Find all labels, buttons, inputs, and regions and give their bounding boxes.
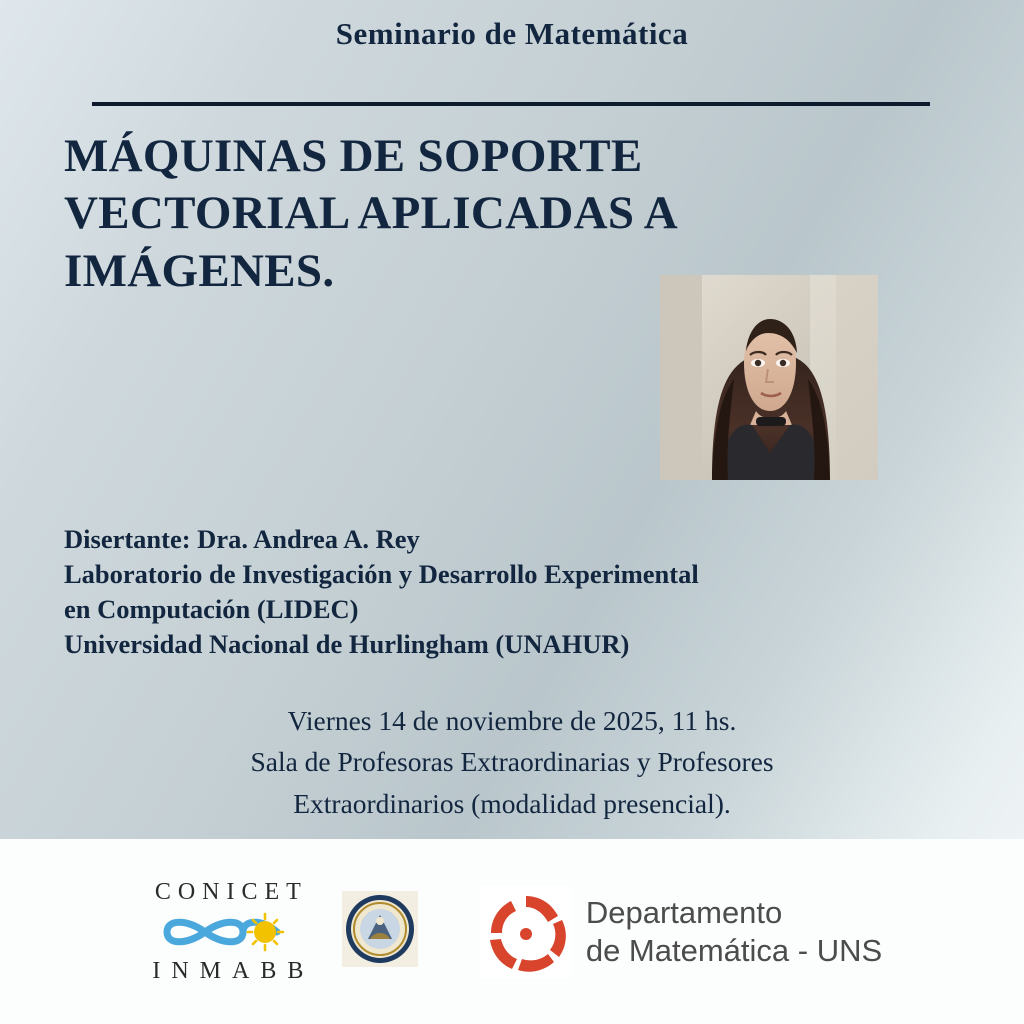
speaker-university: Universidad Nacional de Hurlingham (UNAHUR) — [64, 628, 630, 659]
seminar-header-title: Seminario de Matemática — [335, 16, 689, 51]
speaker-name: Disertante: Dra. Andrea A. Rey — [64, 524, 420, 554]
speaker-info — [64, 522, 964, 662]
conicet-wordmark: CONICET — [154, 878, 308, 905]
conicet-infinity-icon — [153, 910, 303, 954]
conicet-inmabb-logo — [142, 879, 314, 985]
departamento-line-1: Departamento — [585, 894, 783, 930]
speaker-lab-line-1: Laboratorio de Investigación y Desarrollo Experimental — [64, 558, 699, 589]
departamento-matematica-logo — [480, 886, 882, 978]
inmabb-wordmark: INMABB — [152, 957, 315, 984]
event-date: Viernes 14 de noviembre de 2025, 11 hs. — [287, 705, 737, 736]
speaker-portrait-photo — [660, 275, 878, 480]
event-venue-line-1: Sala de Profesoras Extraordinarias y Profesores — [250, 746, 774, 778]
departamento-text — [586, 894, 882, 970]
page-title-line-2: VECTORIAL APLICADAS A — [64, 187, 678, 240]
event-info — [0, 700, 1024, 824]
event-venue-line-2: Extraordinarios (modalidad presencial). — [293, 787, 731, 819]
departamento-line-2: de Matemática - UNS — [585, 932, 883, 968]
header-divider — [92, 102, 930, 106]
uns-seal-icon — [342, 891, 418, 967]
page-title-line-3: IMÁGENES. — [64, 244, 335, 297]
footer-logos — [0, 839, 1024, 1024]
speaker-lab-line-2: en Computación (LIDEC) — [64, 593, 359, 624]
departamento-recycle-icon — [480, 886, 572, 978]
page-title-line-1: MÁQUINAS DE SOPORTE — [64, 130, 643, 182]
